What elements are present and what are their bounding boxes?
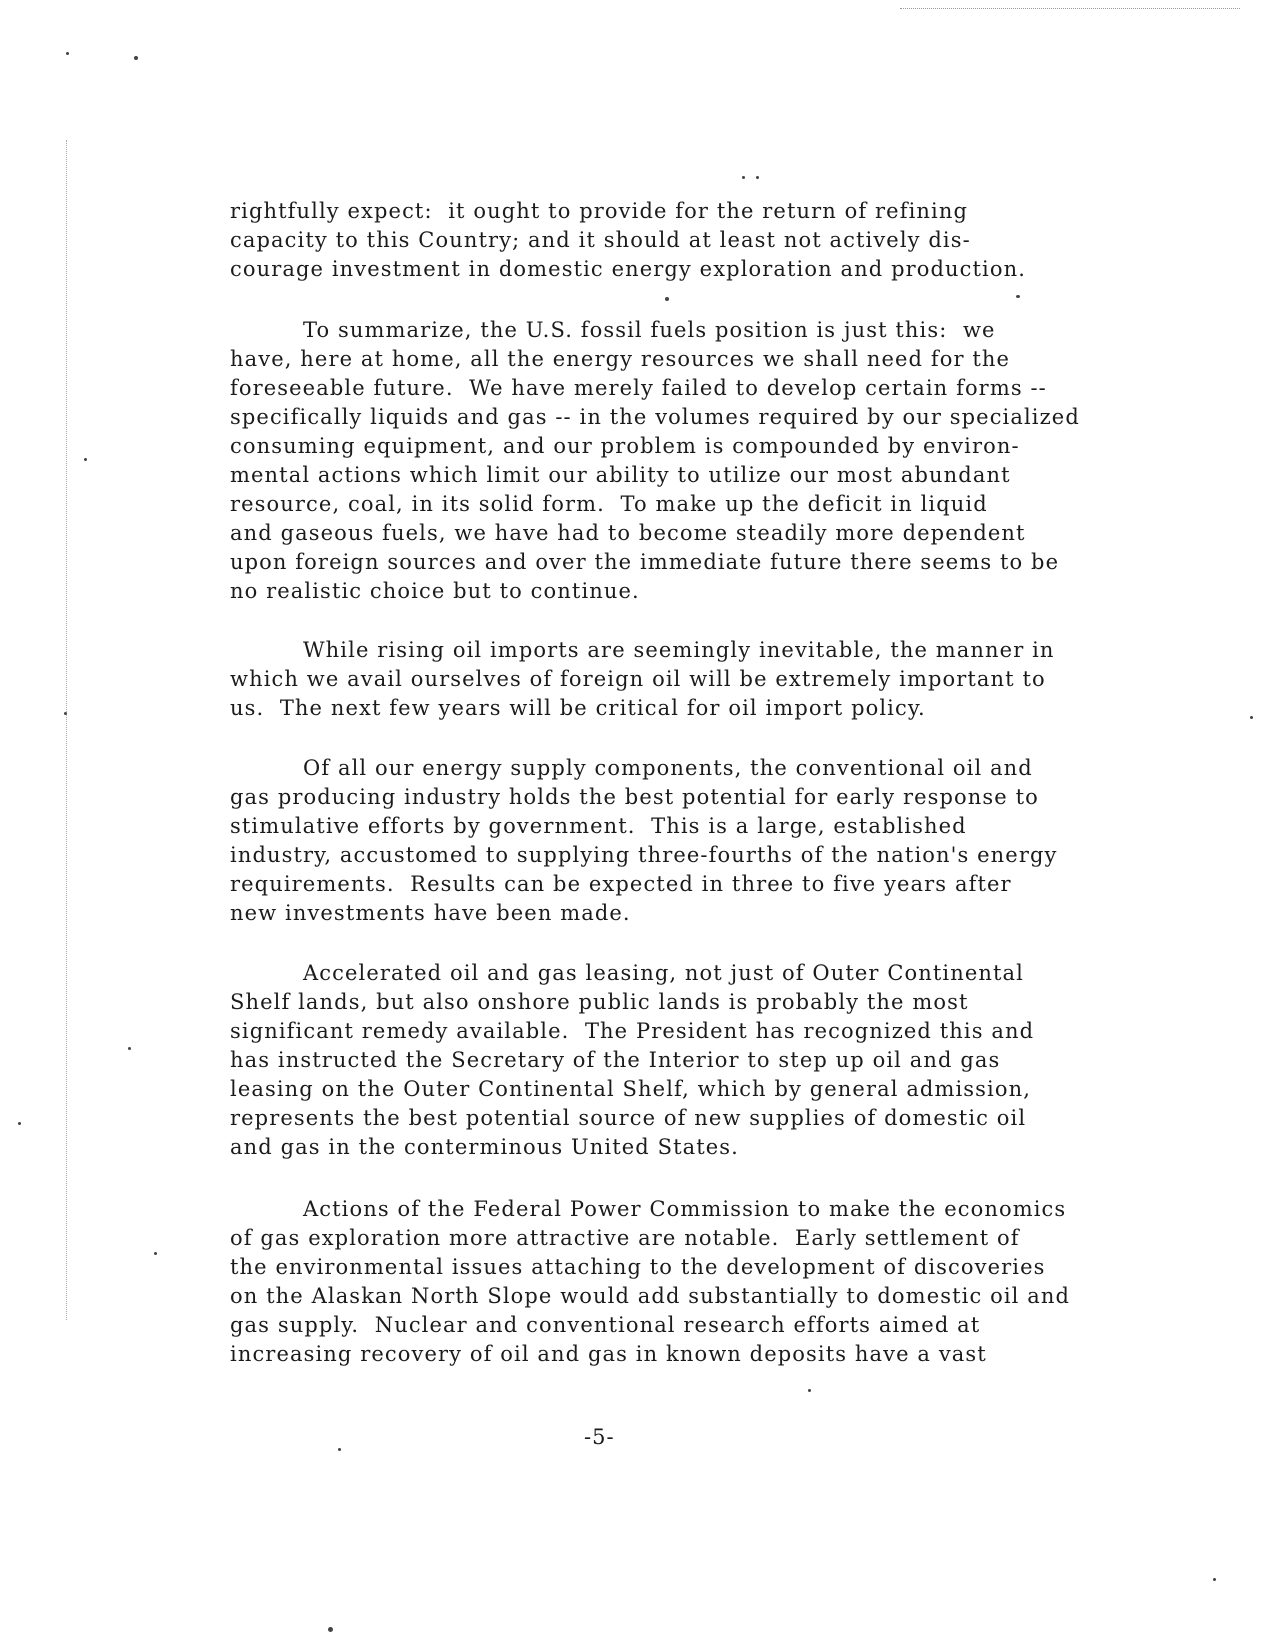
- text-line: upon foreign sources and over the immediate future there seems to be: [230, 550, 1060, 574]
- scan-speck: [1016, 295, 1020, 298]
- scan-speck: [742, 176, 745, 179]
- text-line: foreseeable future. We have merely failed to develop certain forms --: [230, 376, 1047, 400]
- text-line: significant remedy available. The President has recognized this and: [230, 1019, 1035, 1043]
- paragraph-fossil-fuels-summary: [230, 316, 1240, 606]
- text-line: Of all our energy supply components, the conventional oil and: [303, 756, 1033, 780]
- text-line: no realistic choice but to continue.: [230, 579, 640, 603]
- text-line: leasing on the Outer Continental Shelf, which by general admission,: [230, 1077, 1032, 1101]
- text-line: of gas exploration more attractive are notable. Early settlement of: [230, 1226, 1020, 1250]
- text-line: has instructed the Secretary of the Interior to step up oil and gas: [230, 1048, 1001, 1072]
- text-line: new investments have been made.: [230, 901, 631, 925]
- text-line: specifically liquids and gas -- in the volumes required by our specialized: [230, 405, 1080, 429]
- text-line: gas supply. Nuclear and conventional research efforts aimed at: [230, 1313, 981, 1337]
- text-line: and gaseous fuels, we have had to become steadily more dependent: [230, 521, 1026, 545]
- text-line: courage investment in domestic energy exploration and production.: [230, 257, 1027, 281]
- text-line: increasing recovery of oil and gas in known deposits have a vast: [230, 1342, 987, 1366]
- scan-speck: [18, 1122, 21, 1125]
- scan-speck: [808, 1389, 811, 1392]
- scan-speck: [338, 1448, 341, 1451]
- text-line: Accelerated oil and gas leasing, not just of Outer Continental: [303, 961, 1024, 985]
- text-line: on the Alaskan North Slope would add substantially to domestic oil and: [230, 1284, 1071, 1308]
- text-line: Actions of the Federal Power Commission to make the economics: [303, 1197, 1067, 1221]
- scan-speck: [665, 297, 669, 301]
- scan-speck: [134, 56, 138, 60]
- scan-speck: [154, 1252, 157, 1255]
- text-line: have, here at home, all the energy resources we shall need for the: [230, 347, 1011, 371]
- text-line: the environmental issues attaching to the development of discoveries: [230, 1255, 1046, 1279]
- text-line: Shelf lands, but also onshore public lands is probably the most: [230, 990, 969, 1014]
- text-line: requirements. Results can be expected in three to five years after: [230, 872, 1012, 896]
- paragraph-oil-imports: [230, 636, 1240, 723]
- text-line: and gas in the conterminous United States.: [230, 1135, 739, 1159]
- text-line: gas producing industry holds the best potential for early response to: [230, 785, 1039, 809]
- scan-speck: [1250, 716, 1253, 719]
- paragraph-energy-supply-components: [230, 754, 1240, 928]
- text-line: us. The next few years will be critical for oil import policy.: [230, 696, 926, 720]
- text-line: While rising oil imports are seemingly inevitable, the manner in: [303, 638, 1055, 662]
- scan-speck: [328, 1627, 333, 1632]
- text-line: To summarize, the U.S. fossil fuels position is just this: we: [303, 318, 996, 342]
- scan-speck: [66, 52, 69, 55]
- scan-artifact-top-line: [900, 8, 1240, 9]
- text-line: resource, coal, in its solid form. To make up the deficit in liquid: [230, 492, 988, 516]
- paragraph-accelerated-leasing: [230, 959, 1240, 1162]
- text-line: mental actions which limit our ability to utilize our most abundant: [230, 463, 1011, 487]
- text-line: represents the best potential source of new supplies of domestic oil: [230, 1106, 1027, 1130]
- scan-speck: [1213, 1578, 1216, 1581]
- scan-speck: [128, 1047, 131, 1050]
- text-line: capacity to this Country; and it should at least not actively dis-: [230, 228, 971, 252]
- scan-speck: [84, 458, 87, 461]
- scan-speck: [756, 176, 759, 179]
- scan-artifact-left-margin: [66, 140, 67, 1320]
- page-number: -5-: [584, 1425, 615, 1449]
- text-line: consuming equipment, and our problem is compounded by environ-: [230, 434, 1020, 458]
- text-line: rightfully expect: it ought to provide for the return of refining: [230, 199, 969, 223]
- text-line: which we avail ourselves of foreign oil will be extremely important to: [230, 667, 1046, 691]
- paragraph-refining-capacity: [230, 197, 1240, 284]
- paragraph-federal-power-commission: [230, 1195, 1240, 1369]
- text-line: industry, accustomed to supplying three-fourths of the nation's energy: [230, 843, 1058, 867]
- scan-speck: [64, 712, 67, 715]
- text-line: stimulative efforts by government. This is a large, established: [230, 814, 967, 838]
